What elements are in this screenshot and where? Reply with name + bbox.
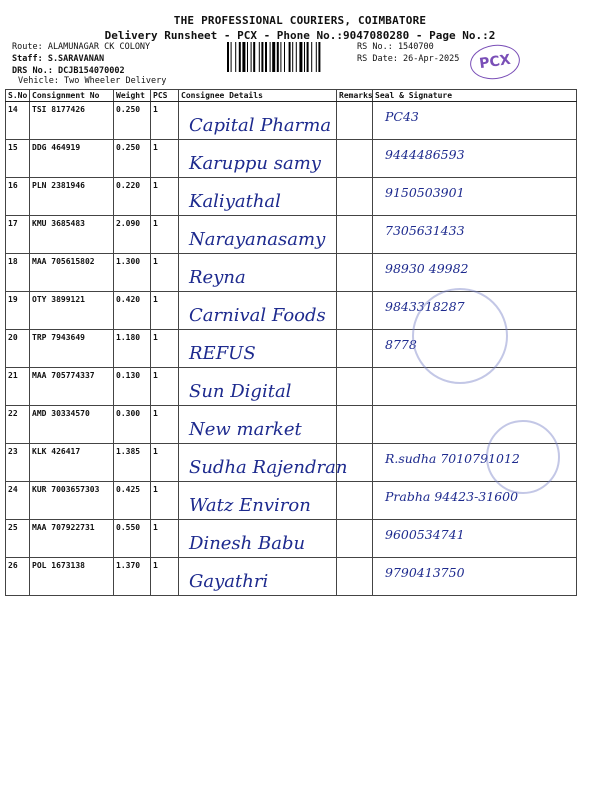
cell-pcs: 1 bbox=[151, 406, 179, 444]
consignee-handwriting: Watz Environ bbox=[189, 495, 311, 516]
cell-remarks bbox=[337, 216, 373, 254]
cell-remarks bbox=[337, 520, 373, 558]
col-pcs: PCS bbox=[151, 90, 179, 102]
cell-remarks bbox=[337, 330, 373, 368]
table-row bbox=[6, 216, 577, 254]
runsheet-subtitle: Delivery Runsheet - PCX - Phone No.:9047080280 - Page No.:2 bbox=[104, 29, 496, 42]
cell-signature bbox=[373, 140, 577, 178]
cell-pcs: 1 bbox=[151, 140, 179, 178]
table-row bbox=[6, 140, 577, 178]
cell-consignment-no: DDG 464919 bbox=[30, 140, 114, 178]
consignee-handwriting: Sudha Rajendran bbox=[189, 457, 348, 478]
cell-consignee bbox=[179, 330, 337, 368]
cell-consignee bbox=[179, 254, 337, 292]
consignee-handwriting: Capital Pharma bbox=[189, 115, 332, 136]
staff-label: Staff: S.SARAVANAN bbox=[12, 54, 105, 64]
signature-handwriting: 9444486593 bbox=[385, 147, 465, 162]
signature-handwriting: 9150503901 bbox=[385, 185, 465, 200]
cell-sno: 21 bbox=[6, 368, 30, 406]
cell-consignment-no: KLK 426417 bbox=[30, 444, 114, 482]
signature-handwriting: 7305631433 bbox=[385, 223, 465, 238]
consignee-handwriting: Dinesh Babu bbox=[189, 533, 306, 554]
cell-remarks bbox=[337, 140, 373, 178]
consignee-handwriting: REFUS bbox=[189, 343, 256, 364]
signature-handwriting: 9790413750 bbox=[385, 565, 465, 580]
cell-weight: 0.250 bbox=[114, 140, 151, 178]
cell-signature bbox=[373, 520, 577, 558]
cell-pcs: 1 bbox=[151, 520, 179, 558]
cell-weight: 0.220 bbox=[114, 178, 151, 216]
signature-handwriting: Prabha 94423-31600 bbox=[385, 489, 519, 504]
cell-consignment-no: TRP 7943649 bbox=[30, 330, 114, 368]
cell-pcs: 1 bbox=[151, 254, 179, 292]
cell-sno: 23 bbox=[6, 444, 30, 482]
cell-signature bbox=[373, 558, 577, 596]
cell-pcs: 1 bbox=[151, 178, 179, 216]
cell-sno: 19 bbox=[6, 292, 30, 330]
cell-pcs: 1 bbox=[151, 292, 179, 330]
cell-weight: 2.090 bbox=[114, 216, 151, 254]
cell-sno: 26 bbox=[6, 558, 30, 596]
cell-consignee bbox=[179, 178, 337, 216]
cell-signature bbox=[373, 178, 577, 216]
signature-handwriting: PC43 bbox=[385, 109, 419, 124]
cell-sno: 14 bbox=[6, 102, 30, 140]
seal-stamp bbox=[412, 288, 508, 384]
consignee-handwriting: Gayathri bbox=[189, 571, 269, 592]
cell-remarks bbox=[337, 178, 373, 216]
table-row bbox=[6, 102, 577, 140]
signature-handwriting: 8778 bbox=[385, 337, 417, 352]
cell-weight: 1.385 bbox=[114, 444, 151, 482]
route-label: Route: ALAMUNAGAR CK COLONY bbox=[12, 42, 151, 52]
cell-remarks bbox=[337, 292, 373, 330]
cell-pcs: 1 bbox=[151, 330, 179, 368]
table-row bbox=[6, 558, 577, 596]
col-weight: Weight bbox=[114, 90, 151, 102]
cell-weight: 0.425 bbox=[114, 482, 151, 520]
pcx-stamp: PCX bbox=[468, 42, 522, 83]
cell-pcs: 1 bbox=[151, 558, 179, 596]
cell-weight: 1.370 bbox=[114, 558, 151, 596]
table-row bbox=[6, 520, 577, 558]
consignee-handwriting: Sun Digital bbox=[189, 381, 292, 402]
cell-consignee bbox=[179, 558, 337, 596]
col-signature: Seal & Signature bbox=[373, 90, 577, 102]
barcode-image bbox=[227, 42, 351, 72]
cell-pcs: 1 bbox=[151, 216, 179, 254]
consignee-handwriting: Carnival Foods bbox=[189, 305, 326, 326]
cell-consignee bbox=[179, 368, 337, 406]
cell-remarks bbox=[337, 368, 373, 406]
cell-consignment-no: AMD 30334570 bbox=[30, 406, 114, 444]
cell-remarks bbox=[337, 254, 373, 292]
cell-sno: 22 bbox=[6, 406, 30, 444]
cell-weight: 0.250 bbox=[114, 102, 151, 140]
cell-consignment-no: MAA 705774337 bbox=[30, 368, 114, 406]
table-row bbox=[6, 254, 577, 292]
table-row bbox=[6, 482, 577, 520]
consignee-handwriting: Kaliyathal bbox=[189, 191, 281, 212]
cell-sno: 15 bbox=[6, 140, 30, 178]
cell-consignment-no: KMU 3685483 bbox=[30, 216, 114, 254]
cell-sno: 24 bbox=[6, 482, 30, 520]
cell-signature bbox=[373, 482, 577, 520]
cell-sno: 16 bbox=[6, 178, 30, 216]
cell-remarks bbox=[337, 406, 373, 444]
cell-weight: 0.130 bbox=[114, 368, 151, 406]
cell-signature bbox=[373, 102, 577, 140]
rs-date: RS Date: 26-Apr-2025 bbox=[357, 54, 460, 64]
cell-consignee bbox=[179, 102, 337, 140]
cell-pcs: 1 bbox=[151, 102, 179, 140]
drs-label: DRS No.: DCJB154070002 bbox=[12, 66, 125, 76]
cell-consignee bbox=[179, 406, 337, 444]
consignee-handwriting: New market bbox=[189, 419, 302, 440]
cell-consignment-no: MAA 707922731 bbox=[30, 520, 114, 558]
consignee-handwriting: Narayanasamy bbox=[189, 229, 326, 250]
cell-weight: 1.300 bbox=[114, 254, 151, 292]
cell-pcs: 1 bbox=[151, 482, 179, 520]
cell-remarks bbox=[337, 102, 373, 140]
table-row bbox=[6, 178, 577, 216]
cell-sno: 18 bbox=[6, 254, 30, 292]
cell-weight: 0.550 bbox=[114, 520, 151, 558]
cell-consignment-no: KUR 7003657303 bbox=[30, 482, 114, 520]
col-sno: S.No bbox=[6, 90, 30, 102]
col-consignment: Consignment No bbox=[30, 90, 114, 102]
cell-consignee bbox=[179, 292, 337, 330]
signature-handwriting: 9843318287 bbox=[385, 299, 465, 314]
col-remarks: Remarks bbox=[337, 90, 373, 102]
col-consignee: Consignee Details bbox=[179, 90, 337, 102]
cell-signature bbox=[373, 254, 577, 292]
vehicle-label: Vehicle: Two Wheeler Delivery bbox=[18, 76, 167, 86]
cell-consignee bbox=[179, 520, 337, 558]
cell-consignment-no: MAA 705615802 bbox=[30, 254, 114, 292]
cell-consignee bbox=[179, 140, 337, 178]
cell-consignment-no: POL 1673138 bbox=[30, 558, 114, 596]
company-title: THE PROFESSIONAL COURIERS, COIMBATORE bbox=[173, 14, 427, 27]
cell-consignment-no: PLN 2381946 bbox=[30, 178, 114, 216]
consignee-handwriting: Reyna bbox=[189, 267, 246, 288]
cell-remarks bbox=[337, 482, 373, 520]
signature-handwriting: 98930 49982 bbox=[385, 261, 469, 276]
cell-signature bbox=[373, 216, 577, 254]
cell-sno: 17 bbox=[6, 216, 30, 254]
signature-handwriting: 9600534741 bbox=[385, 527, 465, 542]
table-row bbox=[6, 368, 577, 406]
cell-consignment-no: OTY 3899121 bbox=[30, 292, 114, 330]
cell-consignment-no: TSI 8177426 bbox=[30, 102, 114, 140]
cell-remarks bbox=[337, 558, 373, 596]
table-header-row bbox=[6, 90, 577, 102]
cell-pcs: 1 bbox=[151, 368, 179, 406]
seal-stamp bbox=[486, 420, 560, 494]
cell-weight: 0.300 bbox=[114, 406, 151, 444]
cell-pcs: 1 bbox=[151, 444, 179, 482]
cell-consignee bbox=[179, 216, 337, 254]
cell-consignee bbox=[179, 444, 348, 482]
cell-consignee bbox=[179, 482, 337, 520]
cell-sno: 20 bbox=[6, 330, 30, 368]
signature-handwriting: R.sudha 7010791012 bbox=[385, 451, 520, 466]
cell-weight: 0.420 bbox=[114, 292, 151, 330]
consignee-handwriting: Karuppu samy bbox=[189, 153, 321, 174]
rs-number: RS No.: 1540700 bbox=[357, 42, 434, 52]
cell-sno: 25 bbox=[6, 520, 30, 558]
cell-weight: 1.180 bbox=[114, 330, 151, 368]
